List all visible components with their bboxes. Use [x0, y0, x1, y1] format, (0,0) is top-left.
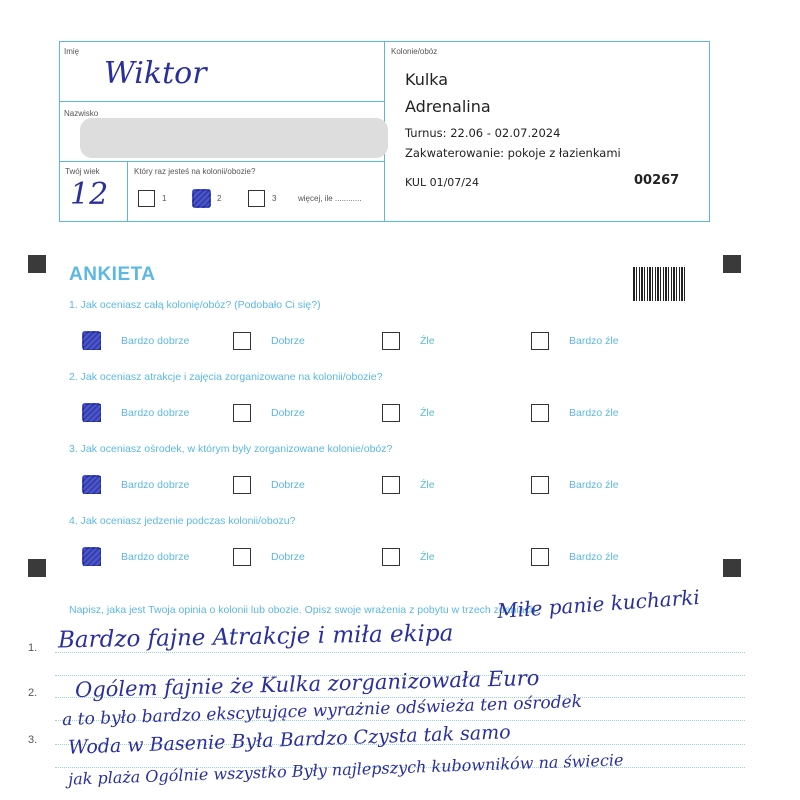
- times-checkbox-2[interactable]: [193, 190, 210, 207]
- q1-option-bardzo-zle[interactable]: [531, 332, 549, 350]
- times-checkbox-3[interactable]: [248, 190, 265, 207]
- q1-label-bardzo-dobrze: Bardzo dobrze: [121, 335, 190, 347]
- q2-label-bardzo-zle: Bardzo źle: [569, 407, 619, 419]
- survey-title: ANKIETA: [69, 264, 156, 285]
- camp-code: KUL 01/07/24: [405, 176, 479, 189]
- handwritten-opinion-1[interactable]: Bardzo fajne Atrakcje i miła ekipa: [57, 620, 454, 654]
- handwritten-opinion-0[interactable]: Miłe panie kucharki: [496, 584, 701, 624]
- q4-option-bardzo-dobrze[interactable]: [83, 548, 101, 566]
- line-number-1: 1.: [28, 642, 38, 654]
- q3-option-bardzo-zle[interactable]: [531, 476, 549, 494]
- surname-label: Nazwisko: [64, 109, 99, 118]
- q2-option-dobrze[interactable]: [233, 404, 251, 422]
- q4-label-zle: Źle: [420, 551, 435, 563]
- q1-option-dobrze[interactable]: [233, 332, 251, 350]
- turnus-text: Turnus: 22.06 - 02.07.2024: [405, 126, 561, 140]
- header-divider-age: [127, 161, 128, 222]
- camp-label: Kolonie/obóz: [391, 47, 438, 56]
- q4-label-bardzo-dobrze: Bardzo dobrze: [121, 551, 190, 563]
- handwritten-opinion-2[interactable]: Ogólem fajnie że Kulka zorganizowała Euro: [74, 665, 540, 703]
- surname-redacted: [80, 118, 388, 158]
- q2-label-dobrze: Dobrze: [271, 407, 305, 419]
- barcode-icon: [633, 267, 687, 301]
- q3-label-bardzo-zle: Bardzo źle: [569, 479, 619, 491]
- q3-option-zle[interactable]: [382, 476, 400, 494]
- handwritten-opinion-5[interactable]: jak plaża Ogólnie wszystko Były najlepszych kubowników na świecie: [67, 750, 624, 789]
- name-label: Imię: [64, 47, 80, 56]
- alignment-marker-top-left: [28, 255, 46, 273]
- question-4: 4. Jak oceniasz jedzenie podczas kolonii/obozu?: [69, 515, 296, 527]
- q3-label-zle: Źle: [420, 479, 435, 491]
- q2-option-bardzo-dobrze[interactable]: [83, 404, 101, 422]
- q3-label-bardzo-dobrze: Bardzo dobrze: [121, 479, 190, 491]
- header-divider-surname: [59, 161, 384, 162]
- question-3: 3. Jak oceniasz ośrodek, w którym były zorganizowane kolonie/obóz?: [69, 443, 393, 455]
- name-value[interactable]: Wiktor: [104, 56, 207, 91]
- q1-label-zle: Źle: [420, 335, 435, 347]
- q1-label-dobrze: Dobrze: [271, 335, 305, 347]
- question-1: 1. Jak oceniasz całą kolonię/obóz? (Podobało Ci się?): [69, 299, 321, 311]
- times-option-3: 3: [272, 194, 277, 203]
- times-label: Który raz jesteś na kolonii/obozie?: [134, 167, 256, 176]
- accommodation-text: Zakwaterowanie: pokoje z łazienkami: [405, 146, 621, 160]
- q4-option-zle[interactable]: [382, 548, 400, 566]
- question-2: 2. Jak oceniasz atrakcje i zajęcia zorganizowane na kolonii/obozie?: [69, 371, 383, 383]
- q4-label-dobrze: Dobrze: [271, 551, 305, 563]
- times-option-more: więcej, ile ............: [298, 194, 362, 203]
- line-number-2: 2.: [28, 687, 38, 699]
- q4-option-dobrze[interactable]: [233, 548, 251, 566]
- camp-subname: Adrenalina: [405, 97, 491, 116]
- age-label: Twój wiek: [65, 167, 100, 176]
- q4-option-bardzo-zle[interactable]: [531, 548, 549, 566]
- q1-label-bardzo-zle: Bardzo źle: [569, 335, 619, 347]
- q3-label-dobrze: Dobrze: [271, 479, 305, 491]
- q3-option-dobrze[interactable]: [233, 476, 251, 494]
- handwritten-opinion-4[interactable]: Woda w Basenie Była Bardzo Czysta tak samo: [67, 721, 511, 759]
- times-option-2: 2: [217, 194, 222, 203]
- camp-name: Kulka: [405, 70, 449, 89]
- q1-option-zle[interactable]: [382, 332, 400, 350]
- q4-label-bardzo-zle: Bardzo źle: [569, 551, 619, 563]
- line-number-3: 3.: [28, 734, 38, 746]
- q2-option-bardzo-zle[interactable]: [531, 404, 549, 422]
- answer-line-1a: [55, 652, 745, 653]
- opinion-prompt: Napisz, jaka jest Twoja opinia o kolonii lub obozie. Opisz swoje wrażenia z pobytu w trzech zdaniach.: [69, 604, 539, 616]
- alignment-marker-bottom-left: [28, 559, 46, 577]
- q2-option-zle[interactable]: [382, 404, 400, 422]
- form-number: 00267: [634, 173, 680, 188]
- q3-option-bardzo-dobrze[interactable]: [83, 476, 101, 494]
- alignment-marker-bottom-right: [723, 559, 741, 577]
- times-checkbox-1[interactable]: [138, 190, 155, 207]
- alignment-marker-top-right: [723, 255, 741, 273]
- age-value[interactable]: 12: [70, 177, 109, 212]
- header-divider-name: [59, 101, 384, 102]
- handwritten-opinion-3[interactable]: a to było bardzo ekscytujące wyrażnie odświeża ten ośrodek: [61, 691, 583, 731]
- q1-option-bardzo-dobrze[interactable]: [83, 332, 101, 350]
- times-option-1: 1: [162, 194, 167, 203]
- q2-label-bardzo-dobrze: Bardzo dobrze: [121, 407, 190, 419]
- q2-label-zle: Źle: [420, 407, 435, 419]
